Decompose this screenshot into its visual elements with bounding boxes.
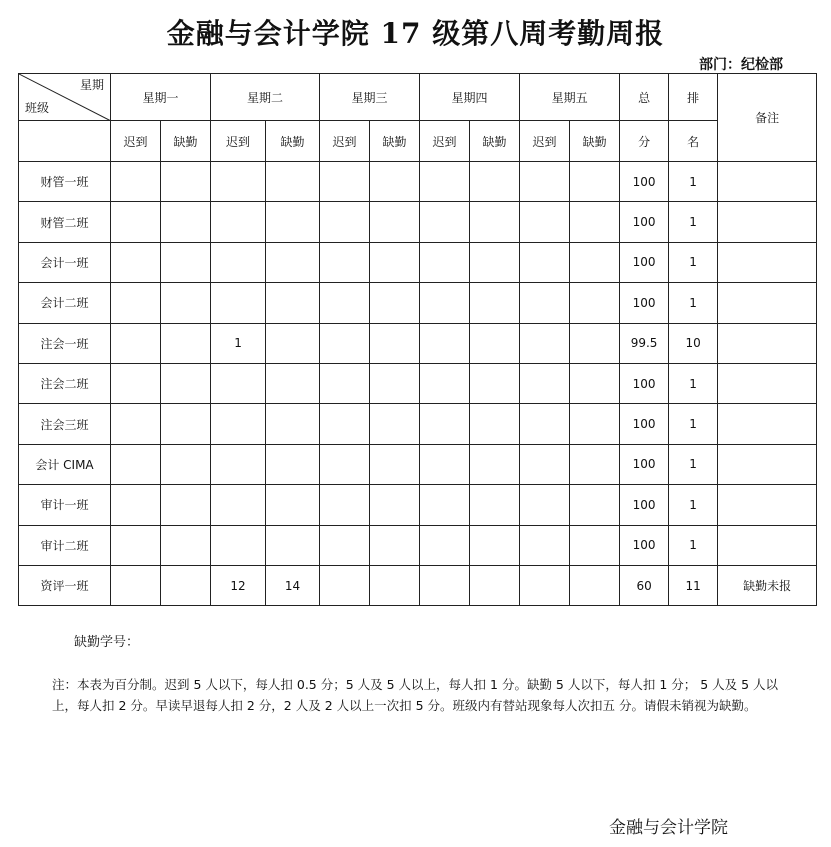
rank-cell: 1: [669, 363, 718, 403]
late-count-cell: [420, 525, 470, 565]
day-header-wed: 星期三: [320, 74, 420, 121]
late-count-cell: [520, 363, 570, 403]
absent-count-cell: [161, 242, 211, 282]
late-count-cell: [211, 444, 266, 484]
late-count-cell: [111, 283, 161, 323]
remark-cell: [718, 363, 817, 403]
late-count-cell: [520, 444, 570, 484]
absent-count-cell: [470, 242, 520, 282]
late-count-cell: [420, 323, 470, 363]
table-row: [19, 404, 817, 444]
late-count-cell: [420, 565, 470, 605]
late-header: 迟到: [320, 121, 370, 162]
late-count-cell: [420, 162, 470, 202]
absent-count-cell: [370, 565, 420, 605]
late-count-cell: [320, 202, 370, 242]
absent-count-cell: [570, 565, 620, 605]
class-name-cell: 财管一班: [19, 162, 111, 202]
rank-header-top: 排: [669, 74, 718, 121]
absent-count-cell: [570, 162, 620, 202]
absent-header: 缺勤: [161, 121, 211, 162]
class-name-cell: 注会三班: [19, 404, 111, 444]
total-score-cell: 100: [620, 444, 669, 484]
absent-count-cell: [370, 444, 420, 484]
late-count-cell: [320, 363, 370, 403]
rank-cell: 1: [669, 242, 718, 282]
table-row: [19, 444, 817, 484]
late-header: 迟到: [420, 121, 470, 162]
table-row: [19, 242, 817, 282]
late-count-cell: [420, 404, 470, 444]
absent-count-cell: [161, 363, 211, 403]
rank-cell: 1: [669, 283, 718, 323]
day-header-fri: 星期五: [520, 74, 620, 121]
absent-count-cell: [266, 525, 320, 565]
total-score-cell: 100: [620, 404, 669, 444]
absent-count-cell: [161, 404, 211, 444]
late-count-cell: [211, 242, 266, 282]
absent-count-cell: [370, 363, 420, 403]
late-count-cell: [111, 565, 161, 605]
absent-count-cell: [470, 485, 520, 525]
late-count-cell: [320, 565, 370, 605]
late-count-cell: [520, 404, 570, 444]
late-count-cell: [520, 565, 570, 605]
late-count-cell: [520, 202, 570, 242]
absent-count-cell: [161, 525, 211, 565]
table-row: [19, 283, 817, 323]
late-count-cell: [320, 525, 370, 565]
late-count-cell: [320, 283, 370, 323]
absent-count-cell: [266, 202, 320, 242]
class-name-cell: 会计二班: [19, 283, 111, 323]
late-count-cell: [320, 323, 370, 363]
absent-count-cell: [161, 444, 211, 484]
absent-count-cell: [266, 444, 320, 484]
late-count-cell: [211, 404, 266, 444]
late-count-cell: [420, 283, 470, 323]
header-row-days: [19, 74, 817, 121]
rank-cell: 1: [669, 404, 718, 444]
class-name-cell: 会计一班: [19, 242, 111, 282]
attendance-table: [18, 73, 817, 606]
late-count-cell: [420, 485, 470, 525]
remark-cell: [718, 404, 817, 444]
remarks-header: 备注: [718, 74, 817, 162]
absent-count-cell: [470, 363, 520, 403]
absent-count-cell: [161, 283, 211, 323]
late-count-cell: [520, 485, 570, 525]
absent-count-cell: [161, 162, 211, 202]
late-count-cell: [420, 242, 470, 282]
table-row: [19, 485, 817, 525]
day-header-tue: 星期二: [211, 74, 320, 121]
class-name-cell: 审计二班: [19, 525, 111, 565]
late-count-cell: [520, 323, 570, 363]
absent-count-cell: [266, 242, 320, 282]
class-name-cell: 注会二班: [19, 363, 111, 403]
late-count-cell: [211, 363, 266, 403]
total-score-cell: 100: [620, 363, 669, 403]
class-name-cell: 资评一班: [19, 565, 111, 605]
absent-count-cell: [470, 565, 520, 605]
late-header: 迟到: [520, 121, 570, 162]
late-count-cell: [520, 162, 570, 202]
class-name-cell: 会计 CIMA: [19, 444, 111, 484]
late-count-cell: [320, 485, 370, 525]
remark-cell: [718, 242, 817, 282]
late-count-cell: [111, 444, 161, 484]
remark-cell: [718, 444, 817, 484]
remark-cell: 缺勤未报: [718, 565, 817, 605]
remark-cell: [718, 485, 817, 525]
late-count-cell: [211, 283, 266, 323]
absent-count-cell: [370, 162, 420, 202]
late-count-cell: 1: [211, 323, 266, 363]
late-header: 迟到: [111, 121, 161, 162]
class-name-cell: 审计一班: [19, 485, 111, 525]
late-count-cell: [420, 202, 470, 242]
absent-count-cell: [470, 202, 520, 242]
absent-header: 缺勤: [266, 121, 320, 162]
absent-count-cell: [266, 283, 320, 323]
absent-count-cell: [470, 283, 520, 323]
absent-count-cell: [470, 404, 520, 444]
absent-count-cell: [570, 283, 620, 323]
late-count-cell: [111, 202, 161, 242]
absent-count-cell: [570, 242, 620, 282]
total-score-cell: 100: [620, 202, 669, 242]
absent-count-cell: [161, 202, 211, 242]
absent-count-cell: [370, 485, 420, 525]
absent-count-cell: [570, 323, 620, 363]
table-row: [19, 323, 817, 363]
absent-count-cell: [570, 202, 620, 242]
total-score-cell: 100: [620, 525, 669, 565]
late-count-cell: [111, 323, 161, 363]
rank-cell: 1: [669, 162, 718, 202]
table-row: [19, 363, 817, 403]
remark-cell: [718, 283, 817, 323]
late-count-cell: [111, 404, 161, 444]
total-score-cell: 100: [620, 162, 669, 202]
total-score-cell: 99.5: [620, 323, 669, 363]
late-count-cell: [320, 404, 370, 444]
footer-signature: 金融与会计学院: [609, 818, 728, 838]
absent-count-cell: [266, 404, 320, 444]
day-header-mon: 星期一: [111, 74, 211, 121]
corner-cell: [19, 74, 111, 121]
late-count-cell: [320, 242, 370, 282]
absent-count-cell: [470, 323, 520, 363]
corner-class-label: 班级: [25, 101, 50, 115]
corner-blank-cell: [19, 121, 111, 162]
absent-count-cell: [370, 283, 420, 323]
total-score-cell: 100: [620, 283, 669, 323]
absent-count-cell: [266, 323, 320, 363]
absent-count-cell: [570, 525, 620, 565]
late-count-cell: 12: [211, 565, 266, 605]
late-count-cell: [420, 444, 470, 484]
total-header-top: 总: [620, 74, 669, 121]
absent-header: 缺勤: [470, 121, 520, 162]
total-score-cell: 100: [620, 485, 669, 525]
late-count-cell: [520, 525, 570, 565]
rank-cell: 11: [669, 565, 718, 605]
late-count-cell: [520, 283, 570, 323]
absent-count-cell: [470, 162, 520, 202]
class-name-cell: 财管二班: [19, 202, 111, 242]
absent-count-cell: [161, 323, 211, 363]
absent-count-cell: [161, 485, 211, 525]
absent-ids-label: 缺勤学号：: [74, 635, 140, 650]
late-count-cell: [111, 242, 161, 282]
header-row-sub: [19, 121, 817, 162]
day-header-thu: 星期四: [420, 74, 520, 121]
rank-cell: 1: [669, 525, 718, 565]
late-count-cell: [111, 525, 161, 565]
class-name-cell: 注会一班: [19, 323, 111, 363]
late-count-cell: [520, 242, 570, 282]
absent-count-cell: [266, 485, 320, 525]
absent-count-cell: [161, 565, 211, 605]
table-row: [19, 202, 817, 242]
absent-count-cell: [570, 485, 620, 525]
corner-weekday-label: 星期: [79, 78, 104, 92]
absent-count-cell: [370, 525, 420, 565]
table-row: [19, 565, 817, 605]
remark-cell: [718, 323, 817, 363]
remark-cell: [718, 162, 817, 202]
rank-cell: 10: [669, 323, 718, 363]
report-title: 金融与会计学院 17 级第八周考勤周报: [166, 17, 665, 50]
late-count-cell: [111, 485, 161, 525]
absent-header: 缺勤: [370, 121, 420, 162]
total-score-cell: 100: [620, 242, 669, 282]
late-count-cell: [320, 444, 370, 484]
absent-count-cell: [470, 525, 520, 565]
late-count-cell: [211, 162, 266, 202]
late-count-cell: [111, 162, 161, 202]
late-count-cell: [420, 363, 470, 403]
absent-count-cell: [370, 323, 420, 363]
absent-count-cell: [370, 404, 420, 444]
rank-cell: 1: [669, 444, 718, 484]
absent-count-cell: [570, 404, 620, 444]
late-count-cell: [320, 162, 370, 202]
total-score-cell: 60: [620, 565, 669, 605]
table-row: [19, 162, 817, 202]
late-count-cell: [211, 525, 266, 565]
absent-count-cell: [470, 444, 520, 484]
total-header-bottom: 分: [620, 121, 669, 162]
absent-count-cell: [570, 363, 620, 403]
absent-header: 缺勤: [570, 121, 620, 162]
rank-header-bottom: 名: [669, 121, 718, 162]
absent-count-cell: [570, 444, 620, 484]
absent-count-cell: [266, 363, 320, 403]
department-label: 部门：纪检部: [699, 57, 783, 73]
late-header: 迟到: [211, 121, 266, 162]
absent-count-cell: [370, 202, 420, 242]
rank-cell: 1: [669, 485, 718, 525]
remark-cell: [718, 202, 817, 242]
late-count-cell: [111, 363, 161, 403]
absent-count-cell: [370, 242, 420, 282]
late-count-cell: [211, 202, 266, 242]
late-count-cell: [211, 485, 266, 525]
absent-count-cell: 14: [266, 565, 320, 605]
absent-count-cell: [266, 162, 320, 202]
table-row: [19, 525, 817, 565]
rank-cell: 1: [669, 202, 718, 242]
scoring-note: 注：本表为百分制。迟到 5 人以下，每人扣 0.5 分；5 人及 5 人以上，每人扣 1 分。缺勤 5 人以下，每人扣 1 分； 5 人及 5 人以上，每人扣 2 分。早读早退每人扣 2 分，2 人及 2 人以上一次扣 5 分。班级内有替站现象每人次扣五 分。请假未销视为缺勤。: [52, 677, 779, 713]
remark-cell: [718, 525, 817, 565]
